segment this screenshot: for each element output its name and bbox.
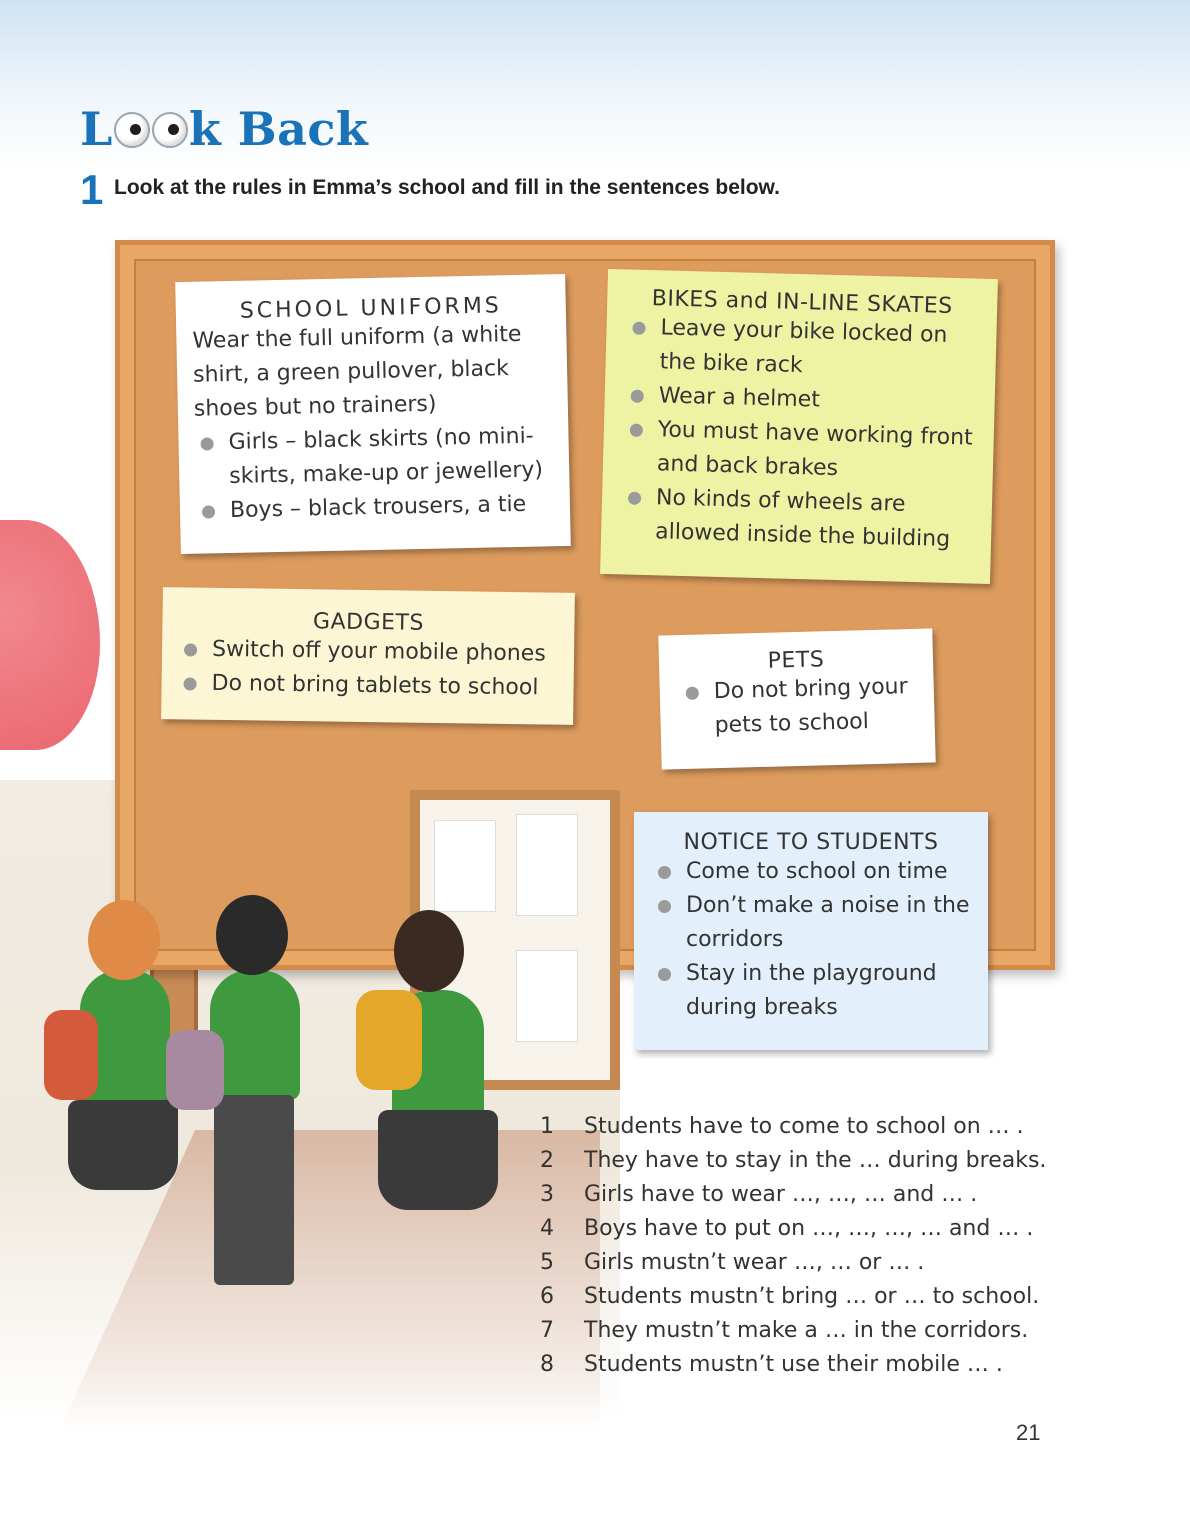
title-start: L xyxy=(80,102,113,156)
item-number: 7 xyxy=(540,1318,554,1343)
window-notice xyxy=(516,814,578,916)
item-number: 4 xyxy=(540,1216,554,1241)
item-number: 3 xyxy=(540,1182,554,1207)
note-intro: Wear the full uniform (a white shirt, a green pullover, black shoes but no trainers) xyxy=(192,321,522,422)
note-heading: PETS xyxy=(767,647,825,674)
note-gadgets xyxy=(161,587,575,725)
item-number: 5 xyxy=(540,1250,554,1275)
window-notice xyxy=(434,820,496,912)
item-text: They mustn’t make a … in the corridors. xyxy=(584,1318,1029,1343)
item-number: 1 xyxy=(540,1114,554,1139)
exercise-item xyxy=(540,1144,1046,1178)
exercise-number: 1 xyxy=(80,166,104,213)
item-text: Students mustn’t use their mobile … . xyxy=(584,1352,1003,1377)
exercise-item xyxy=(540,1178,1046,1212)
page-number: 21 xyxy=(1016,1420,1041,1445)
boy-trousers xyxy=(214,1095,294,1285)
item-text: Girls mustn’t wear …, … or … . xyxy=(584,1250,925,1275)
red-backpack xyxy=(44,1010,98,1100)
note-list xyxy=(177,632,558,705)
left-eye-icon xyxy=(114,112,150,148)
note-bikes-skates xyxy=(600,269,998,584)
item-text: Boys have to put on …, …, …, … and … . xyxy=(584,1216,1034,1241)
note-heading: GADGETS xyxy=(312,609,425,636)
exercise-instruction: Look at the rules in Emma’s school and fill in the sentences below. xyxy=(114,176,780,199)
list-item: Do not bring your pets to school xyxy=(679,670,915,744)
list-item: Stay in the playground during breaks xyxy=(652,957,970,1025)
list-item: You must have working front and back brakes xyxy=(623,412,975,489)
second-girl-skirt xyxy=(378,1110,498,1210)
note-school-uniforms xyxy=(175,274,571,554)
list-item: No kinds of wheels are allowed inside the building xyxy=(621,480,973,557)
note-list xyxy=(194,419,554,528)
boy-head xyxy=(216,895,288,975)
list-item: Do not bring tablets to school xyxy=(177,666,557,705)
note-heading: BIKES and IN-LINE SKATES xyxy=(651,286,953,319)
list-item: Boys – black trousers, a tie xyxy=(196,487,555,528)
note-heading: NOTICE TO STUDENTS xyxy=(683,830,939,855)
exercise-item xyxy=(540,1212,1046,1246)
item-text: Students mustn’t bring … or … to school. xyxy=(584,1284,1040,1309)
note-list xyxy=(621,310,977,557)
exercise-item xyxy=(540,1314,1046,1348)
exercise-item xyxy=(540,1280,1046,1314)
list-item: Don’t make a noise in the corridors xyxy=(652,889,970,957)
window-notice xyxy=(516,950,578,1042)
purple-backpack xyxy=(166,1030,224,1110)
list-item: Girls – black skirts (no mini-skirts, make-up or jewellery) xyxy=(194,419,553,494)
list-item: Leave your bike locked on the bike rack xyxy=(625,310,977,387)
exercise-list xyxy=(540,1110,1046,1382)
page-title xyxy=(80,102,368,156)
second-girl-head xyxy=(394,910,464,992)
note-heading: SCHOOL UNIFORMS xyxy=(239,293,503,324)
note-list xyxy=(679,670,915,744)
exercise-item xyxy=(540,1348,1046,1382)
item-text: They have to stay in the … during breaks. xyxy=(584,1148,1047,1173)
item-number: 2 xyxy=(540,1148,554,1173)
item-number: 6 xyxy=(540,1284,554,1309)
list-item: Wear a helmet xyxy=(624,378,975,421)
list-item: Come to school on time xyxy=(652,855,970,889)
yellow-backpack xyxy=(356,990,422,1090)
item-text: Students have to come to school on … . xyxy=(584,1114,1024,1139)
girl-skirt xyxy=(68,1100,178,1190)
girl-head xyxy=(88,900,160,980)
note-list xyxy=(652,855,970,1025)
exercise-item xyxy=(540,1110,1046,1144)
title-end: k Back xyxy=(188,102,369,156)
item-text: Girls have to wear …, …, … and … . xyxy=(584,1182,978,1207)
note-pets xyxy=(658,628,935,769)
list-item: Switch off your mobile phones xyxy=(178,632,558,671)
item-number: 8 xyxy=(540,1352,554,1377)
exercise-item xyxy=(540,1246,1046,1280)
right-eye-icon xyxy=(152,112,188,148)
decorative-shape xyxy=(0,520,100,750)
note-notice-to-students xyxy=(634,812,988,1050)
